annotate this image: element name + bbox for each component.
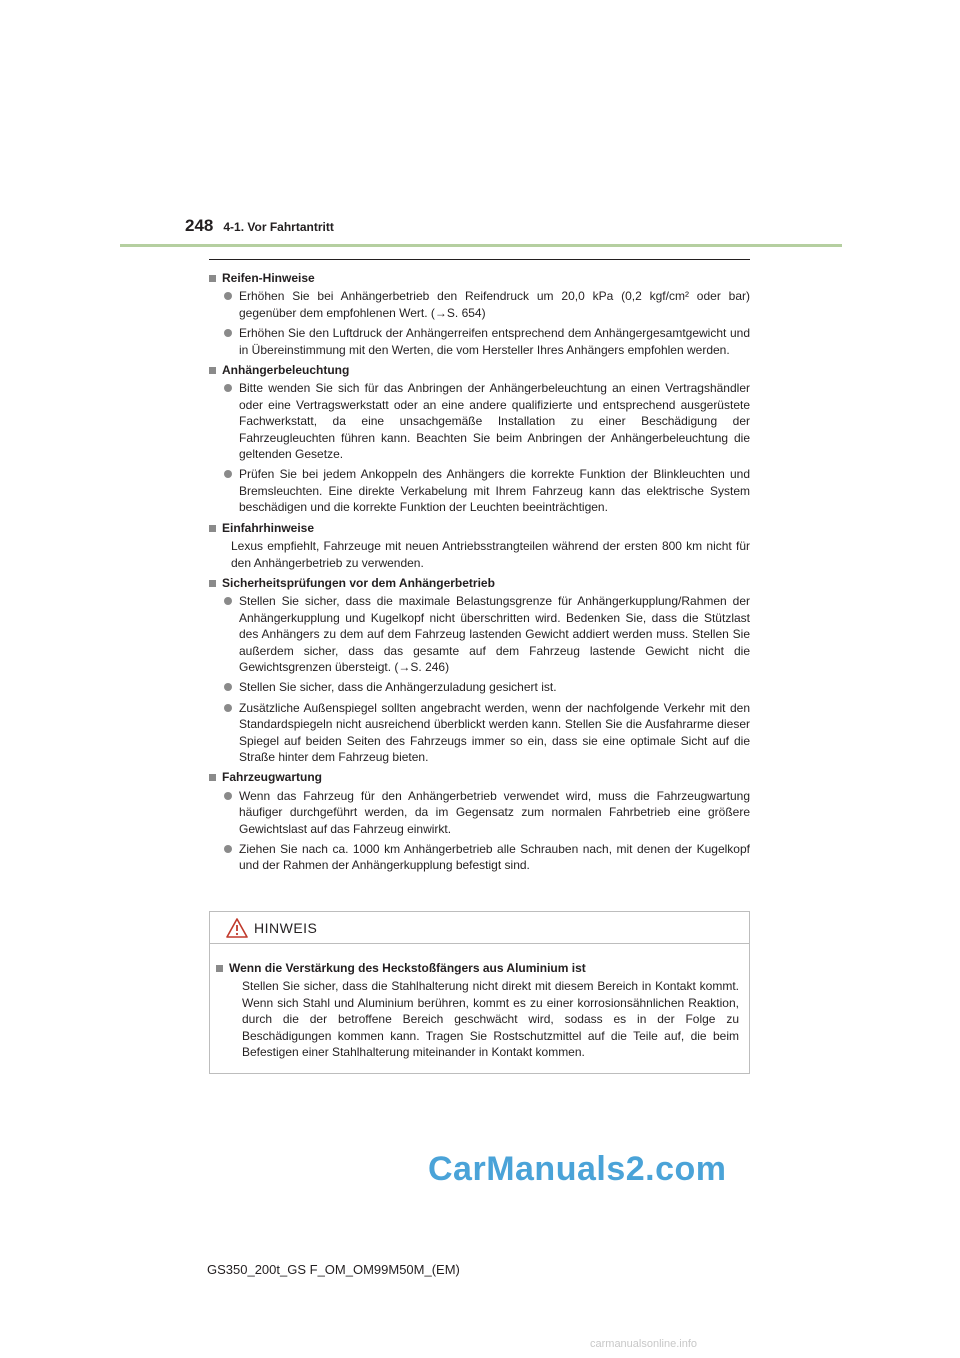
section-heading <box>209 270 750 286</box>
gray-square-icon <box>209 774 216 781</box>
list-item <box>209 380 750 462</box>
section-heading-text: Reifen-Hinweise <box>222 271 315 285</box>
gray-dot-icon <box>224 292 232 300</box>
list-item-text: Wenn das Fahrzeug für den Anhängerbetrieb verwendet wird, muss die Fahrzeugwartung häufiger durchgeführt werden, da im Gegensatz zum normalen Fahrbetrieb eine größere Gewichtslast auf das Fahrzeug einwirkt. <box>239 788 750 836</box>
gray-square-icon <box>209 580 216 587</box>
gray-dot-icon <box>224 683 232 691</box>
page-header <box>185 216 334 236</box>
section-title: 4-1. Vor Fahrtantritt <box>223 220 334 234</box>
gray-dot-icon <box>224 384 232 392</box>
list-item <box>209 788 750 837</box>
gray-square-icon <box>216 965 223 972</box>
notice-heading <box>216 960 739 976</box>
list-item <box>209 288 750 321</box>
list-item-text: Bitte wenden Sie sich für das Anbringen der Anhängerbeleuchtung an einen Vertragshändler oder eine Vertragswerkstatt oder an eine andere qualifizierte und entsprechend ausgerüstete Fachwerkstatt, da eine unsachgemäße Installation zu einer Beschädigung der Fahrzeugleuchten führen kann. Beachten Sie beim Anbringen der Anhängerbeleuchtung die geltenden Gesetze. <box>239 381 750 462</box>
list-item-text: Ziehen Sie nach ca. 1000 km Anhängerbetrieb alle Schrauben nach, mit denen der Kugelkopf und der Rahmen der Anhängerkupplung befestigt sind. <box>239 842 750 873</box>
watermark-footer: carmanualsonline.info <box>590 1338 698 1350</box>
content <box>209 268 750 878</box>
list-item <box>209 325 750 358</box>
gray-dot-icon <box>224 792 232 800</box>
section-heading <box>209 362 750 378</box>
list-item-text: Erhöhen Sie bei Anhängerbetrieb den Reifendruck um 20,0 kPa (0,2 kgf/cm² oder bar) gegenüber dem empfohlenen Wert. (→S. 654) <box>239 289 750 320</box>
list-item-text: Prüfen Sie bei jedem Ankoppeln des Anhängers die korrekte Funktion der Blinkleuchten und Bremsleuchten. Eine direkte Verkabelung mit Ihrem Fahrzeug kann das elektrische System beschädigen und die korrekte Funktion der Leuchten beeinträchtigen. <box>239 467 750 515</box>
section-heading-text: Sicherheitsprüfungen vor dem Anhängerbetrieb <box>222 575 495 590</box>
paragraph: Lexus empfiehlt, Fahrzeuge mit neuen Antriebsstrangteilen während der ersten 800 km nicht für den Anhängerbetrieb zu verwenden. <box>231 539 750 570</box>
content-rule <box>209 259 750 260</box>
list-item-text: Erhöhen Sie den Luftdruck der Anhängerreifen entsprechend dem Anhängergesamtgewicht und in Übereinstimmung mit den Werten, die vom Hersteller Ihres Anhängers empfohlen werden. <box>239 326 750 357</box>
notice-box <box>209 911 750 1074</box>
notice-body <box>210 944 749 1060</box>
notice-label: HINWEIS <box>254 919 318 936</box>
gray-square-icon <box>209 367 216 374</box>
gray-dot-icon <box>224 704 232 712</box>
list-item <box>209 466 750 515</box>
list-item-text: Zusätzliche Außenspiegel sollten angebracht werden, wenn der nachfolgende Verkehr mit den Standardspiegeln nicht ausreichend überblickt werden kann. Stellen Sie die Ausfahrarme dieser Spiegel auf beiden Seiten des Fahrzeugs immer so ein, dass sie eine optimale Sicht auf die Straße hinter dem Fahrzeug bieten. <box>239 700 750 764</box>
section-heading <box>209 575 750 591</box>
gray-square-icon <box>209 275 216 282</box>
list-item-text: Stellen Sie sicher, dass die maximale Belastungsgrenze für Anhängerkupplung/Rahmen der Anhängerkupplung und Kugelkopf nicht überschritten wird. Bedenken Sie, dass die Stützlast des Anhängers zu dem auf dem Fahrzeug lastenden Gewicht addiert werden muss. Stellen Sie außerdem sicher, dass das gesamte auf dem Fahrzeug lastende Gewicht nicht die Gewichtsgrenzen übersteigt. (→S. 246) <box>239 594 750 674</box>
section-heading <box>209 520 750 536</box>
list-item <box>209 841 750 874</box>
section-heading <box>209 769 750 785</box>
gray-dot-icon <box>224 470 232 478</box>
watermark-logo: CarManuals2.com <box>428 1150 727 1188</box>
gray-dot-icon <box>224 329 232 337</box>
section-heading-text: Fahrzeugwartung <box>222 770 323 785</box>
notice-header <box>210 912 749 944</box>
list-item-text: Stellen Sie sicher, dass die Anhängerzuladung gesichert ist. <box>239 680 557 695</box>
footer-code: GS350_200t_GS F_OM_OM99M50M_(EM) <box>207 1262 460 1277</box>
section-heading-text: Anhängerbeleuchtung <box>222 363 350 378</box>
list-item <box>209 593 750 675</box>
page-number: 248 <box>185 216 214 235</box>
notice-heading-text: Wenn die Verstärkung des Heckstoßfängers aus Aluminium ist <box>229 961 586 975</box>
gray-dot-icon <box>224 845 232 853</box>
list-item <box>209 700 750 766</box>
list-item <box>209 679 750 695</box>
gray-dot-icon <box>224 597 232 605</box>
header-rule <box>120 244 842 247</box>
section-heading-text: Einfahrhinweise <box>222 520 315 535</box>
notice-paragraph: Stellen Sie sicher, dass die Stahlhalterung nicht direkt mit diesem Bereich in Kontakt kommt. Wenn sich Stahl und Aluminium berühren, kommt es zu einer korrosionsähnlichen Reaktion, durch die der betroffene Bereich geschwächt wird, sodass es in der Folge zu Beschädigungen kommen kann. Tragen Sie Rostschutzmittel auf die Teile auf, die beim Befestigen einer Stahlhalterung miteinander in Kontakt kommen. <box>242 979 739 1060</box>
warning-triangle-icon <box>226 918 248 938</box>
gray-square-icon <box>209 525 216 532</box>
